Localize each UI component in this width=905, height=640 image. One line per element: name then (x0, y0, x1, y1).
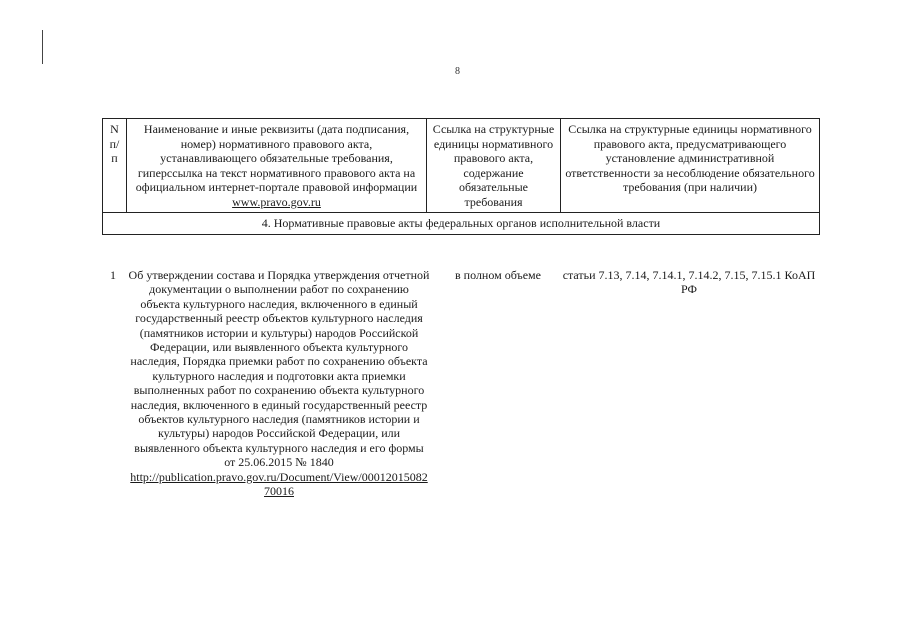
table-header-row (103, 119, 820, 213)
header-liability-ref: Ссылка на структурные единицы нормативного правового акта, предусматривающего установление административной ответственности за несоблюдение обязательного требования (при наличии) (561, 119, 820, 213)
row-act-link[interactable]: http://publication.pravo.gov.ru/Document/View/0001201508270016 (130, 469, 428, 499)
row-act-date: от 25.06.2015 № 1840 (224, 455, 334, 470)
requirements-table (102, 118, 820, 235)
header-act-name (127, 119, 427, 213)
scan-margin-mark (42, 30, 43, 64)
page-number: 8 (455, 66, 460, 77)
section-title: 4. Нормативные правовые акты федеральных органов исполнительной власти (103, 213, 820, 235)
row-articles: статьи 7.13, 7.14, 7.14.1, 7.14.2, 7.15, 7.15.1 КоАП РФ (562, 268, 816, 297)
section-row (103, 213, 820, 235)
header-structural-ref: Ссылка на структурные единицы нормативного правового акта, содержание обязательные требования (427, 119, 561, 213)
header-act-name-text: Наименование и иные реквизиты (дата подписания, номер) нормативного правового акта, устанавливающего обязательные требования, гиперссылка на текст нормативного правового акта на официальном интернет-портале правовой информации (135, 122, 418, 194)
row-number: 1 (110, 268, 116, 282)
row-act-title: Об утверждении состава и Порядка утверждения отчетной документации о выполнении работ по сохранению объекта культурного наследия, включенного в единый государственный реестр объектов культурного наследия (памятников истории и культуры) народов Российской Федерации, или выявленного объекта культурного наследия, Порядка приемки работ по сохранению объекта культурного наследия и подготовки акта приемки выполненных работ по сохранению объекта культурного наследия, включенного в единый государственный реестр объектов культурного наследия (памятников истории и культуры) народов Российской Федерации, или выявленного объекта культурного наследия и его формы (128, 268, 430, 455)
pravo-gov-link[interactable]: www.pravo.gov.ru (232, 194, 321, 209)
row-scope: в полном объеме (455, 268, 541, 282)
row-act-name (128, 268, 430, 499)
header-number: N п/п (103, 119, 127, 213)
